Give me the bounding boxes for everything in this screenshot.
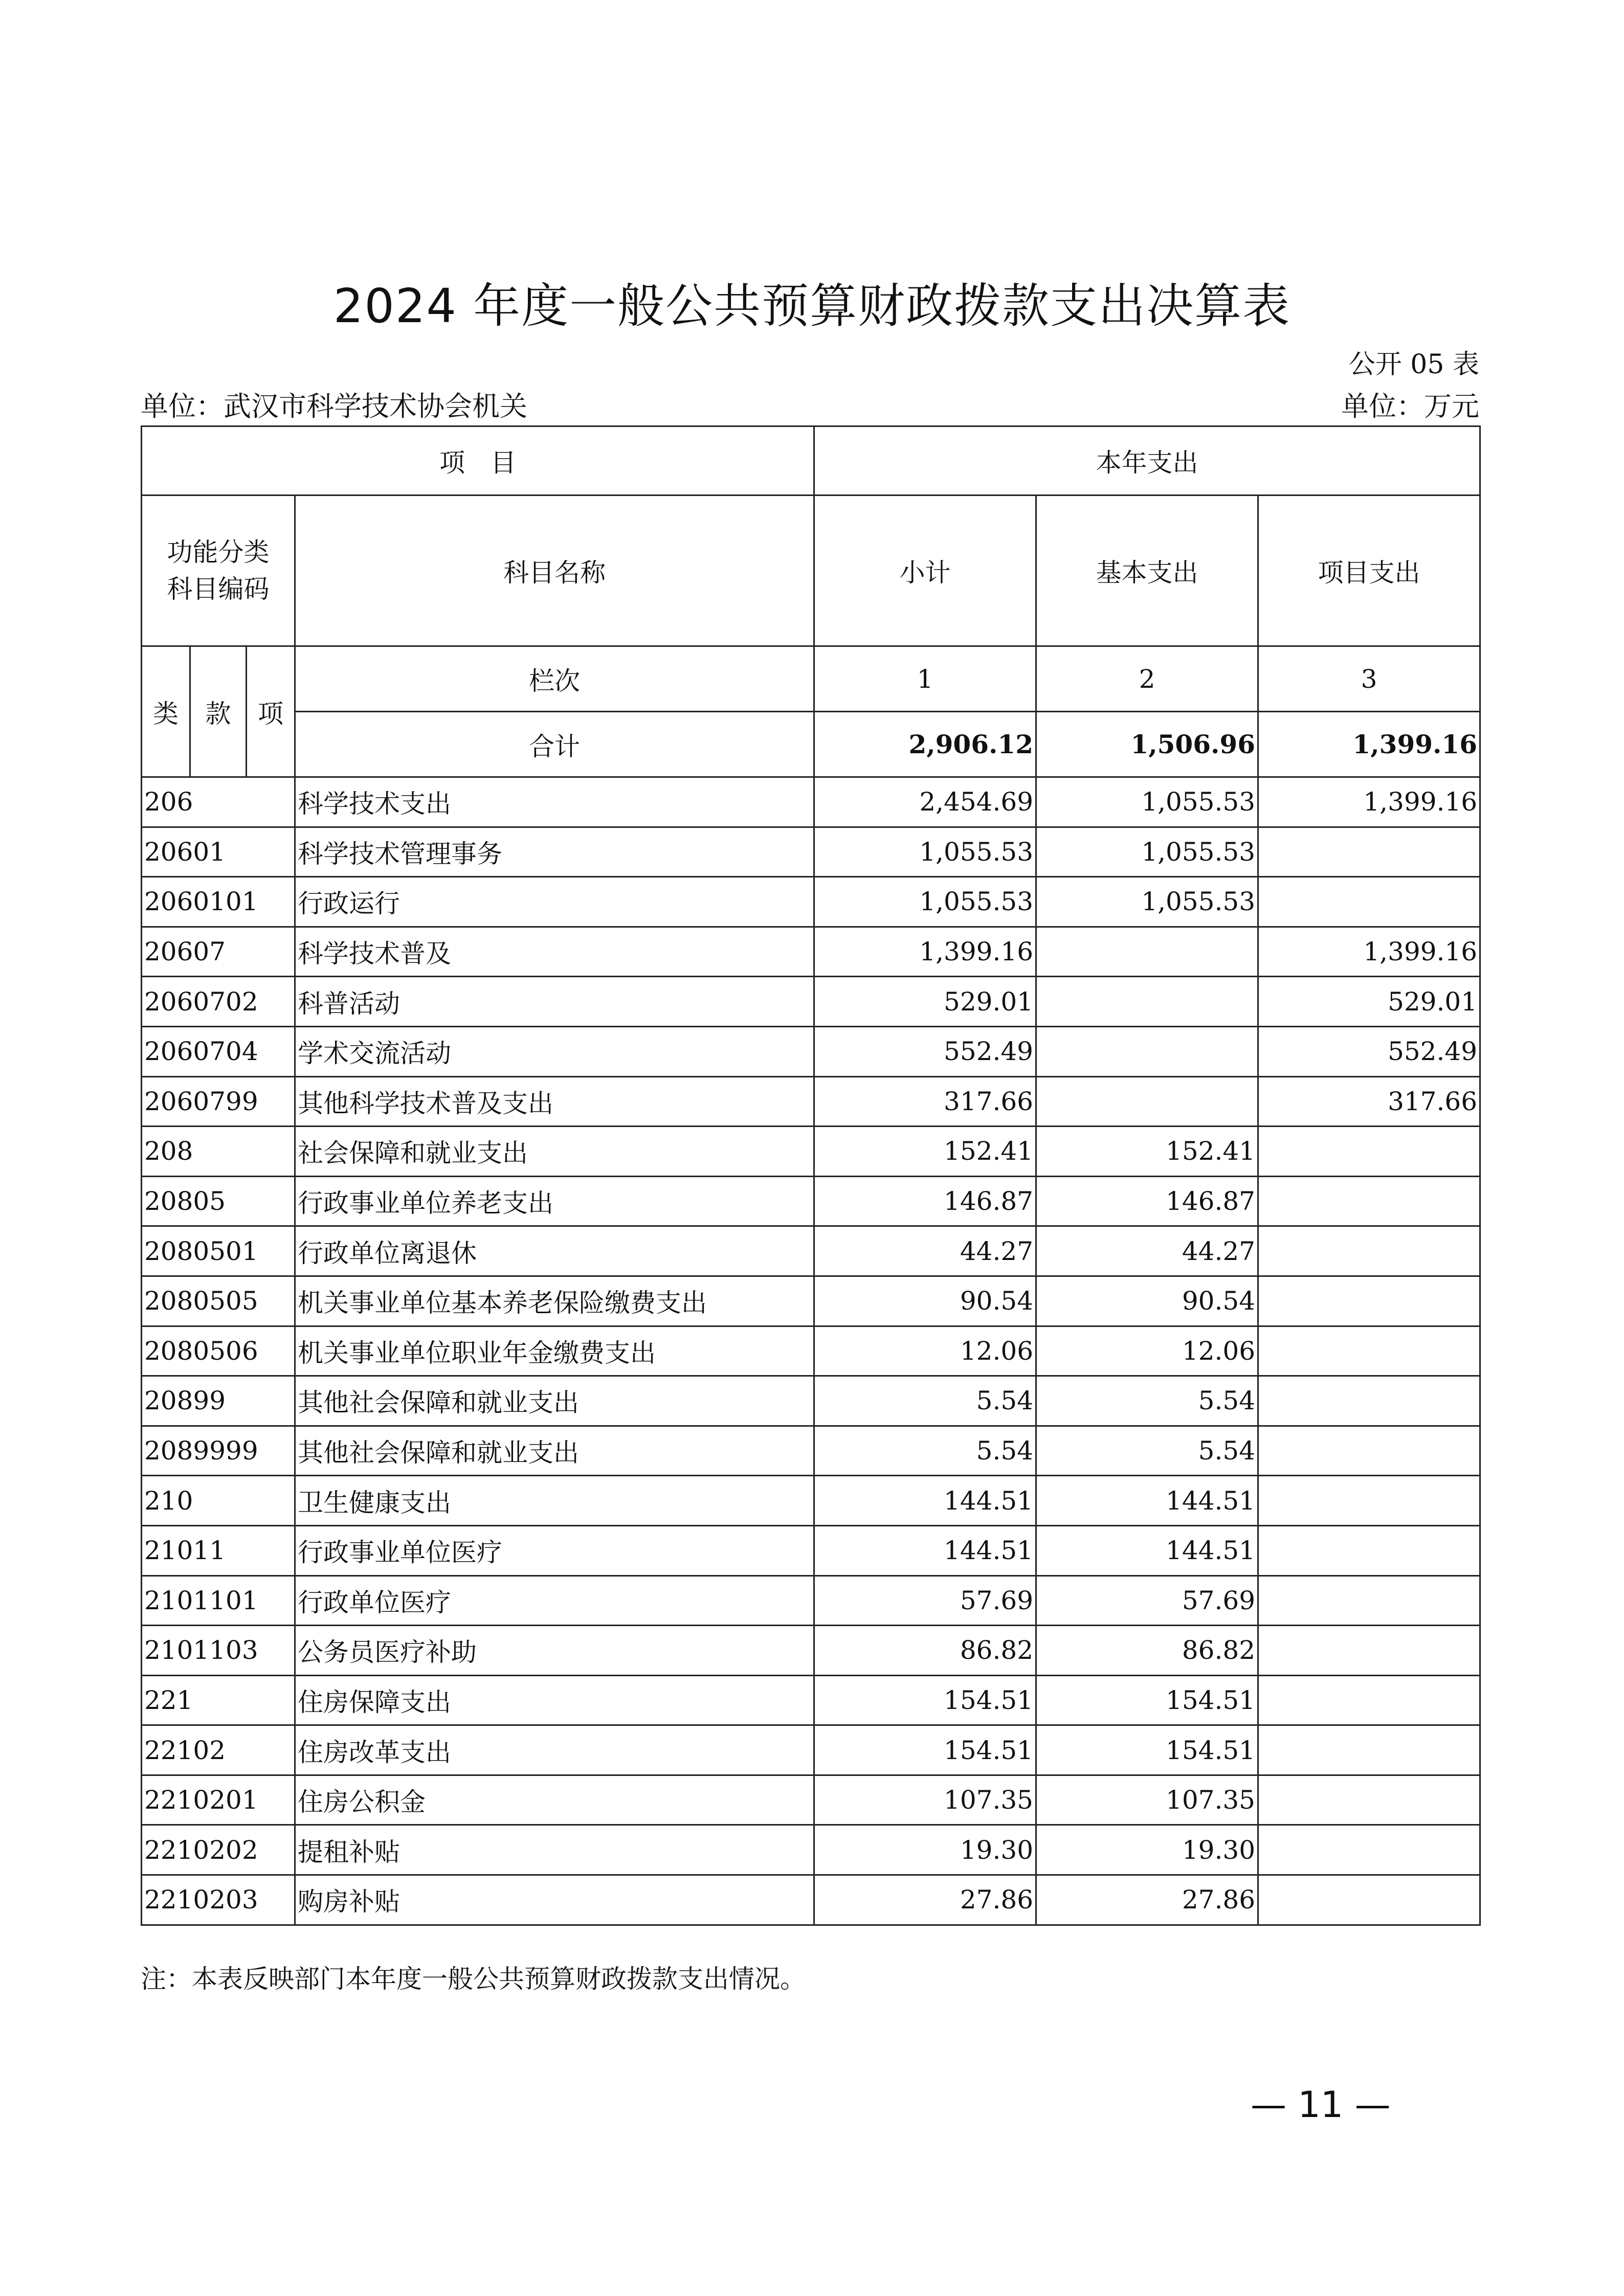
row-project [1258, 1426, 1480, 1476]
row-name: 提租补贴 [295, 1825, 814, 1875]
row-name: 科普活动 [295, 977, 814, 1027]
row-code: 2060799 [142, 1076, 295, 1127]
row-name: 住房改革支出 [295, 1725, 814, 1775]
row-project [1258, 1725, 1480, 1775]
total-subtotal: 2,906.12 [814, 712, 1036, 777]
header-current-year: 本年支出 [814, 426, 1480, 496]
row-basic [1036, 977, 1258, 1027]
table-row [142, 1076, 1480, 1127]
header-func-code: 功能分类科目编码 [142, 496, 295, 646]
row-basic: 57.69 [1036, 1575, 1258, 1626]
table-row [142, 1675, 1480, 1725]
row-project [1258, 827, 1480, 877]
row-project [1258, 1825, 1480, 1875]
row-subtotal: 1,055.53 [814, 877, 1036, 927]
row-subtotal: 107.35 [814, 1775, 1036, 1825]
table-row [142, 927, 1480, 977]
row-name: 行政单位离退休 [295, 1226, 814, 1276]
row-project: 1,399.16 [1258, 777, 1480, 827]
row-code: 20601 [142, 827, 295, 877]
row-project [1258, 1276, 1480, 1326]
row-basic: 5.54 [1036, 1426, 1258, 1476]
row-name: 科学技术管理事务 [295, 827, 814, 877]
table-row [142, 1626, 1480, 1676]
row-project [1258, 1575, 1480, 1626]
table-row [142, 1775, 1480, 1825]
row-code: 2060702 [142, 977, 295, 1027]
header-col-2: 2 [1036, 646, 1258, 712]
row-basic: 1,055.53 [1036, 877, 1258, 927]
row-name: 卫生健康支出 [295, 1476, 814, 1526]
row-name: 其他社会保障和就业支出 [295, 1376, 814, 1426]
page-title: 2024 年度一般公共预算财政拨款支出决算表 [333, 279, 1291, 333]
row-name: 行政事业单位医疗 [295, 1525, 814, 1575]
row-name: 公务员医疗补助 [295, 1626, 814, 1676]
row-code: 22102 [142, 1725, 295, 1775]
table-row [142, 1376, 1480, 1426]
row-project [1258, 1326, 1480, 1376]
row-basic: 44.27 [1036, 1226, 1258, 1276]
table-row [142, 777, 1480, 827]
row-project: 552.49 [1258, 1026, 1480, 1076]
table-row [142, 1276, 1480, 1326]
row-name: 科学技术普及 [295, 927, 814, 977]
row-name: 机关事业单位基本养老保险缴费支出 [295, 1276, 814, 1326]
table-row [142, 1426, 1480, 1476]
row-basic: 1,055.53 [1036, 777, 1258, 827]
row-subtotal: 5.54 [814, 1376, 1036, 1426]
row-name: 学术交流活动 [295, 1026, 814, 1076]
table-row [142, 827, 1480, 877]
row-project [1258, 1176, 1480, 1226]
header-row-2 [142, 496, 1480, 646]
row-code: 2101101 [142, 1575, 295, 1626]
row-project [1258, 877, 1480, 927]
row-code: 20607 [142, 927, 295, 977]
total-project: 1,399.16 [1258, 712, 1480, 777]
row-basic: 154.51 [1036, 1675, 1258, 1725]
row-project: 317.66 [1258, 1076, 1480, 1127]
row-code: 2210202 [142, 1825, 295, 1875]
row-basic: 152.41 [1036, 1127, 1258, 1177]
row-subtotal: 529.01 [814, 977, 1036, 1027]
row-name: 购房补贴 [295, 1875, 814, 1925]
table-row [142, 1176, 1480, 1226]
table-row [142, 1725, 1480, 1775]
row-code: 20805 [142, 1176, 295, 1226]
row-basic: 107.35 [1036, 1775, 1258, 1825]
header-col-1: 1 [814, 646, 1036, 712]
reporting-unit: 单位：武汉市科学技术协会机关 [141, 390, 527, 422]
row-name: 行政事业单位养老支出 [295, 1176, 814, 1226]
total-row [142, 712, 1480, 777]
row-basic: 86.82 [1036, 1626, 1258, 1676]
row-project: 1,399.16 [1258, 927, 1480, 977]
row-project [1258, 1376, 1480, 1426]
row-basic: 5.54 [1036, 1376, 1258, 1426]
row-code: 208 [142, 1127, 295, 1177]
table-row [142, 1875, 1480, 1925]
row-name: 社会保障和就业支出 [295, 1127, 814, 1177]
row-basic [1036, 1026, 1258, 1076]
row-basic: 154.51 [1036, 1725, 1258, 1775]
row-basic: 19.30 [1036, 1825, 1258, 1875]
total-label: 合计 [295, 712, 814, 777]
row-name: 行政单位医疗 [295, 1575, 814, 1626]
row-code: 210 [142, 1476, 295, 1526]
row-basic [1036, 1076, 1258, 1127]
header-item: 项 目 [142, 426, 814, 496]
header-subtotal: 小计 [814, 496, 1036, 646]
row-project [1258, 1775, 1480, 1825]
row-code: 2089999 [142, 1426, 295, 1476]
table-row [142, 1575, 1480, 1626]
row-subtotal: 144.51 [814, 1476, 1036, 1526]
row-code: 206 [142, 777, 295, 827]
total-basic: 1,506.96 [1036, 712, 1258, 777]
row-project [1258, 1525, 1480, 1575]
row-code: 2060704 [142, 1026, 295, 1076]
row-name: 其他社会保障和就业支出 [295, 1426, 814, 1476]
row-project [1258, 1675, 1480, 1725]
table-row [142, 877, 1480, 927]
row-subtotal: 5.54 [814, 1426, 1036, 1476]
row-basic: 144.51 [1036, 1476, 1258, 1526]
row-subtotal: 86.82 [814, 1626, 1036, 1676]
row-code: 2080501 [142, 1226, 295, 1276]
table-row [142, 1825, 1480, 1875]
row-code: 2210201 [142, 1775, 295, 1825]
row-code: 2210203 [142, 1875, 295, 1925]
row-name: 住房保障支出 [295, 1675, 814, 1725]
row-subtotal: 317.66 [814, 1076, 1036, 1127]
row-subtotal: 44.27 [814, 1226, 1036, 1276]
row-name: 住房公积金 [295, 1775, 814, 1825]
table-row [142, 1476, 1480, 1526]
row-basic: 1,055.53 [1036, 827, 1258, 877]
table-row [142, 1127, 1480, 1177]
row-subtotal: 90.54 [814, 1276, 1036, 1326]
row-code: 2060101 [142, 877, 295, 927]
row-basic: 12.06 [1036, 1326, 1258, 1376]
header-xiang: 项 [247, 646, 295, 777]
row-project [1258, 1127, 1480, 1177]
table-row [142, 1525, 1480, 1575]
row-subtotal: 144.51 [814, 1525, 1036, 1575]
row-subtotal: 27.86 [814, 1875, 1036, 1925]
row-basic: 146.87 [1036, 1176, 1258, 1226]
table-row [142, 1226, 1480, 1276]
row-subtotal: 1,399.16 [814, 927, 1036, 977]
row-basic: 90.54 [1036, 1276, 1258, 1326]
row-project [1258, 1476, 1480, 1526]
row-basic [1036, 927, 1258, 977]
row-code: 2080505 [142, 1276, 295, 1326]
row-subtotal: 57.69 [814, 1575, 1036, 1626]
row-project [1258, 1626, 1480, 1676]
header-kuan: 款 [190, 646, 247, 777]
row-code: 2101103 [142, 1626, 295, 1676]
header-basic: 基本支出 [1036, 496, 1258, 646]
header-row-1 [142, 426, 1480, 496]
table-note: 注：本表反映部门本年度一般公共预算财政拨款支出情况。 [141, 1964, 806, 1994]
row-subtotal: 19.30 [814, 1825, 1036, 1875]
header-lei: 类 [142, 646, 190, 777]
table-row [142, 977, 1480, 1027]
row-name: 行政运行 [295, 877, 814, 927]
form-number: 公开 05 表 [1348, 349, 1479, 380]
row-basic: 144.51 [1036, 1525, 1258, 1575]
column-number-row [142, 646, 1480, 712]
row-subtotal: 552.49 [814, 1026, 1036, 1076]
table-row [142, 1026, 1480, 1076]
expenditure-table [141, 425, 1481, 1926]
row-name: 其他科学技术普及支出 [295, 1076, 814, 1127]
row-code: 2080506 [142, 1326, 295, 1376]
row-subtotal: 154.51 [814, 1725, 1036, 1775]
header-col-3: 3 [1258, 646, 1480, 712]
table-row [142, 1326, 1480, 1376]
row-subtotal: 12.06 [814, 1326, 1036, 1376]
row-subtotal: 152.41 [814, 1127, 1036, 1177]
row-subtotal: 154.51 [814, 1675, 1036, 1725]
row-subtotal: 2,454.69 [814, 777, 1036, 827]
row-name: 机关事业单位职业年金缴费支出 [295, 1326, 814, 1376]
row-subtotal: 1,055.53 [814, 827, 1036, 877]
row-subtotal: 146.87 [814, 1176, 1036, 1226]
row-code: 21011 [142, 1525, 295, 1575]
row-basic: 27.86 [1036, 1875, 1258, 1925]
header-column-label: 栏次 [295, 646, 814, 712]
row-project [1258, 1226, 1480, 1276]
header-subject-name: 科目名称 [295, 496, 814, 646]
row-project [1258, 1875, 1480, 1925]
header-project: 项目支出 [1258, 496, 1480, 646]
row-project: 529.01 [1258, 977, 1480, 1027]
row-name: 科学技术支出 [295, 777, 814, 827]
row-code: 221 [142, 1675, 295, 1725]
currency-unit: 单位：万元 [1341, 390, 1479, 422]
row-code: 20899 [142, 1376, 295, 1426]
page-number: — 11 — [1251, 2084, 1391, 2126]
